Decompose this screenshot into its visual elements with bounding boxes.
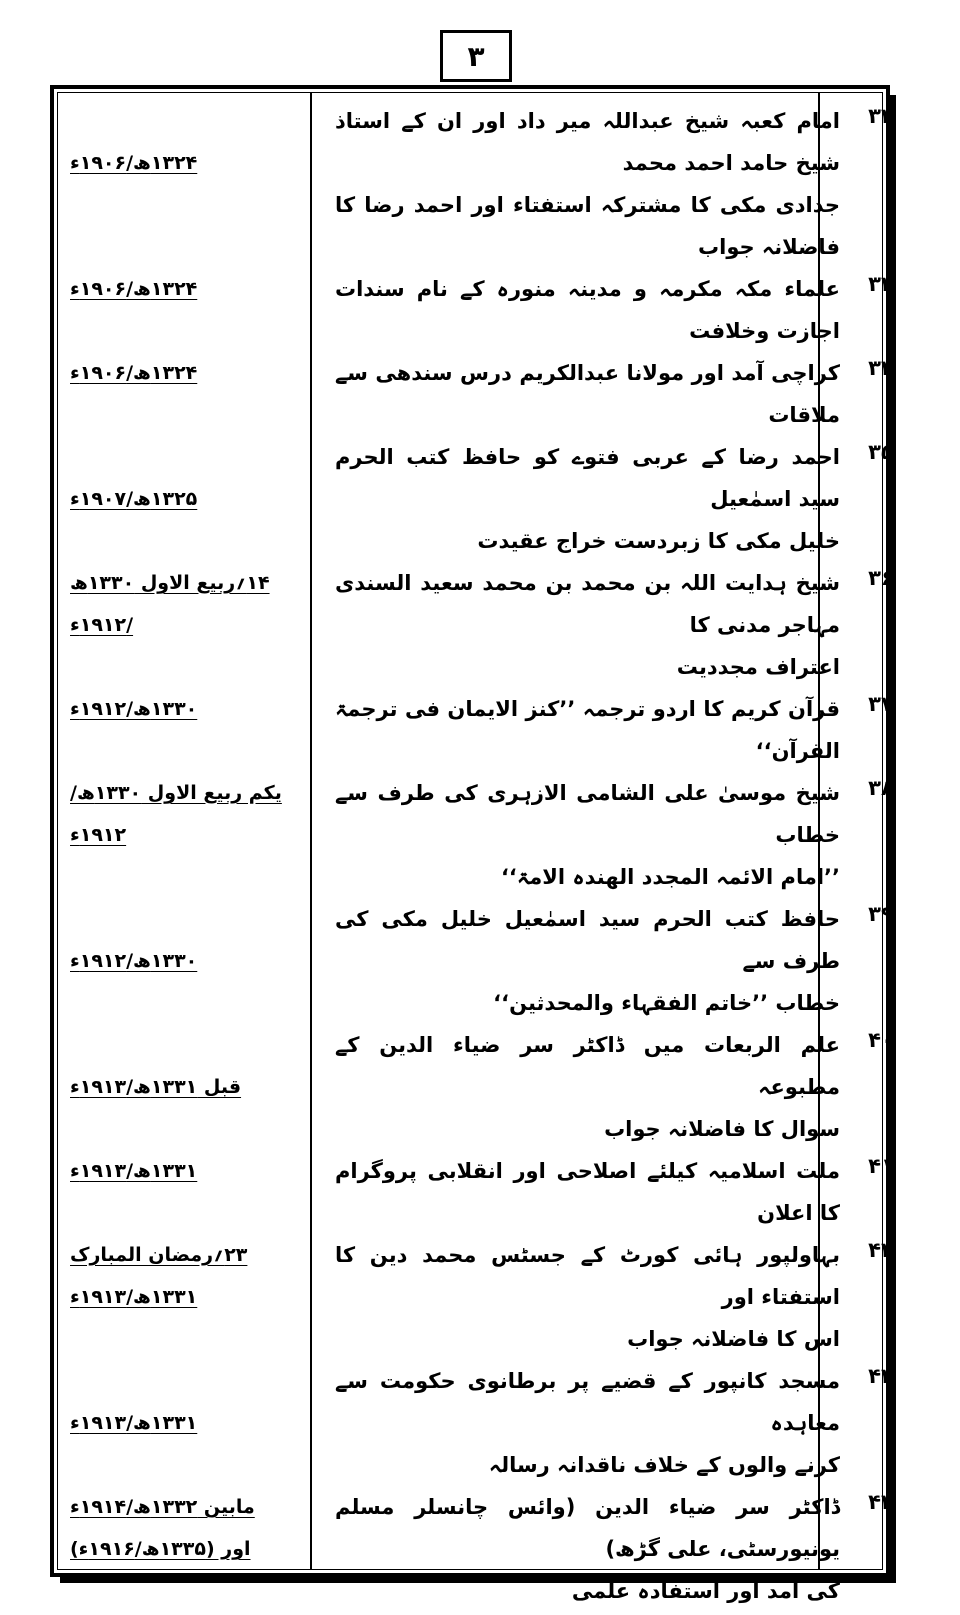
entry-title-line: اس کا فاضلانہ جواب [627, 1327, 840, 1351]
entry-date-line: ۱۴؍ربیع الاول ۱۳۳۰ھ [70, 572, 270, 594]
entry-date-line: ۱۳۳۱ھ/۱۹۱۳ء [70, 1412, 198, 1434]
entry-title [327, 100, 852, 268]
entry-date-line: اور (۱۳۳۵ھ/۱۹۱۶ء) [70, 1538, 251, 1560]
entry-date [60, 1360, 327, 1486]
entry-title-line: سوال کا فاضلانہ جواب [604, 1117, 840, 1141]
entry-number: ۳۳ [868, 272, 894, 296]
entry-title [327, 1234, 852, 1360]
entry-date-line: ۱۳۲۴ھ/۱۹۰۶ء [70, 278, 198, 300]
entry-title-line: کراچی آمد اور مولانا عبدالکریم درس سندھی سے ملاقات [335, 361, 840, 427]
entry-title-line: شیخ ہدایت اللہ بن محمد بن محمد سعید السندی مہاجر مدنی کا [335, 571, 840, 637]
entry-title-line: مسجد کانپور کے قضیے پر برطانوی حکومت سے معاہدہ [335, 1369, 840, 1435]
entry-title-line: قرآن کریم کا اردو ترجمہ ’’کنز الایمان فی ترجمۃ القرآن‘‘ [335, 697, 840, 763]
entry-date-line: یکم ربیع الاول ۱۳۳۰ھ/ [70, 782, 282, 804]
entry-date [60, 436, 327, 562]
entry-date-line: ۲۳؍رمضان المبارک [70, 1244, 248, 1266]
entry-title [327, 352, 852, 436]
entry-title-line: حافظ کتب الحرم سید اسمٰعیل خلیل مکی کی طرف سے [335, 907, 840, 973]
entry-date-line: قبل ۱۳۳۱ھ/۱۹۱۳ء [70, 1076, 242, 1098]
date-spacer [70, 436, 327, 478]
entry-date [60, 100, 327, 268]
entry-title-line: بہاولپور ہائی کورٹ کے جسٹس محمد دین کا استفتاء اور [335, 1243, 840, 1309]
entry-date-line: ۱۳۳۱ھ/۱۹۱۳ء [70, 1160, 198, 1182]
entry-date-line: /۱۹۱۲ء [70, 614, 134, 636]
entry-number: ۴۴ [868, 1490, 894, 1514]
entry-title-line: امام کعبہ شیخ عبداللہ میر داد اور ان کے استاذ شیخ حامد احمد محمد [335, 109, 840, 175]
entry-number: ۳۴ [868, 356, 894, 380]
entry-date [60, 562, 327, 688]
date-spacer [70, 1360, 327, 1402]
entry-title-line: ملت اسلامیہ کیلئے اصلاحی اور انقلابی پروگرام کا اعلان [335, 1159, 840, 1225]
table-row [60, 352, 910, 436]
entry-number: ۳۵ [868, 440, 894, 464]
entry-number: ۴۰ [868, 1028, 894, 1052]
entry-date [60, 352, 327, 436]
entry-title-line: شیخ موسیٰ علی الشامی الازہری کی طرف سے خطاب [335, 781, 840, 847]
entry-title-line: خلیل مکی کا زبردست خراج عقیدت [477, 529, 840, 553]
table-row [60, 1486, 910, 1612]
entry-date [60, 772, 327, 898]
entry-title [327, 772, 852, 898]
entry-date [60, 688, 327, 772]
table-row [60, 1360, 910, 1486]
date-spacer [70, 1024, 327, 1066]
entry-title-line: جدادی مکی کا مشترکہ استفتاء اور احمد رضا کا فاضلانہ جواب [335, 193, 840, 259]
entry-date-line: مابین ۱۳۳۲ھ/۱۹۱۴ء [70, 1496, 255, 1518]
entry-date-line: ۱۳۲۴ھ/۱۹۰۶ء [70, 362, 198, 384]
table-row [60, 1024, 910, 1150]
entry-title-line: احمد رضا کے عربی فتوے کو حافظ کتب الحرم سید اسمٰعیل [335, 445, 840, 511]
entry-title [327, 1024, 852, 1150]
entry-title-line: کرنے والوں کے خلاف ناقدانہ رسالہ [488, 1453, 840, 1477]
entry-number: ۴۲ [868, 1238, 894, 1262]
table-row [60, 268, 910, 352]
entry-number: ۳۹ [868, 902, 894, 926]
entry-date-line: ۱۳۲۵ھ/۱۹۰۷ء [70, 488, 198, 510]
table-row [60, 898, 910, 1024]
entry-title [327, 1150, 852, 1234]
entry-title [327, 898, 852, 1024]
entry-number: ۳۷ [868, 692, 894, 716]
entry-date [60, 1024, 327, 1150]
entry-title [327, 688, 852, 772]
entry-number: ۴۳ [868, 1364, 894, 1388]
entry-number: ۳۶ [868, 566, 894, 590]
entry-title-line: ڈاکٹر سر ضیاء الدین (وائس چانسلر مسلم یونیورسٹی، علی گڑھ) [335, 1495, 840, 1561]
table-row [60, 1150, 910, 1234]
entry-title [327, 436, 852, 562]
date-spacer [70, 100, 327, 142]
table-row [60, 562, 910, 688]
table-row [60, 772, 910, 898]
page-number: ۳ [440, 30, 512, 82]
entry-title-line: علم الربعات میں ڈاکٹر سر ضیاء الدین کے مطبوعہ [335, 1033, 840, 1099]
table-row [60, 436, 910, 562]
entry-number: ۴۱ [868, 1154, 894, 1178]
entry-number: ۳۲ [868, 104, 894, 128]
entry-title-line: کی آمد اور استفادہ علمی [571, 1579, 840, 1603]
entry-date [60, 1150, 327, 1234]
entry-date-line: ۱۹۱۲ء [70, 824, 127, 846]
entry-date-line: ۱۳۳۰ھ/۱۹۱۲ء [70, 950, 198, 972]
entry-date [60, 898, 327, 1024]
entry-title-line: اعتراف مجددیت [676, 655, 840, 679]
entry-title [327, 1486, 852, 1612]
table-row [60, 688, 910, 772]
entry-date [60, 268, 327, 352]
entry-date-line: ۱۳۳۱ھ/۱۹۱۳ء [70, 1286, 198, 1308]
entry-date [60, 1234, 327, 1360]
entry-date [60, 1486, 327, 1612]
entry-number: ۳۸ [868, 776, 894, 800]
entry-title [327, 562, 852, 688]
entry-title-line: خطاب ’’خاتم الفقہاء والمحدثین‘‘ [493, 991, 840, 1015]
entry-title-line: ’’امام الائمہ المجدد الھندہ الامۃ‘‘ [500, 865, 840, 889]
entry-title-line: علماء مکہ مکرمہ و مدینہ منورہ کے نام سندات اجازت وخلافت [335, 277, 840, 343]
date-spacer [70, 898, 327, 940]
table-row [60, 100, 910, 268]
contents-table [60, 100, 910, 1612]
entry-date-line: ۱۳۲۴ھ/۱۹۰۶ء [70, 152, 198, 174]
entry-title [327, 268, 852, 352]
table-row [60, 1234, 910, 1360]
entry-title [327, 1360, 852, 1486]
entry-date-line: ۱۳۳۰ھ/۱۹۱۲ء [70, 698, 198, 720]
